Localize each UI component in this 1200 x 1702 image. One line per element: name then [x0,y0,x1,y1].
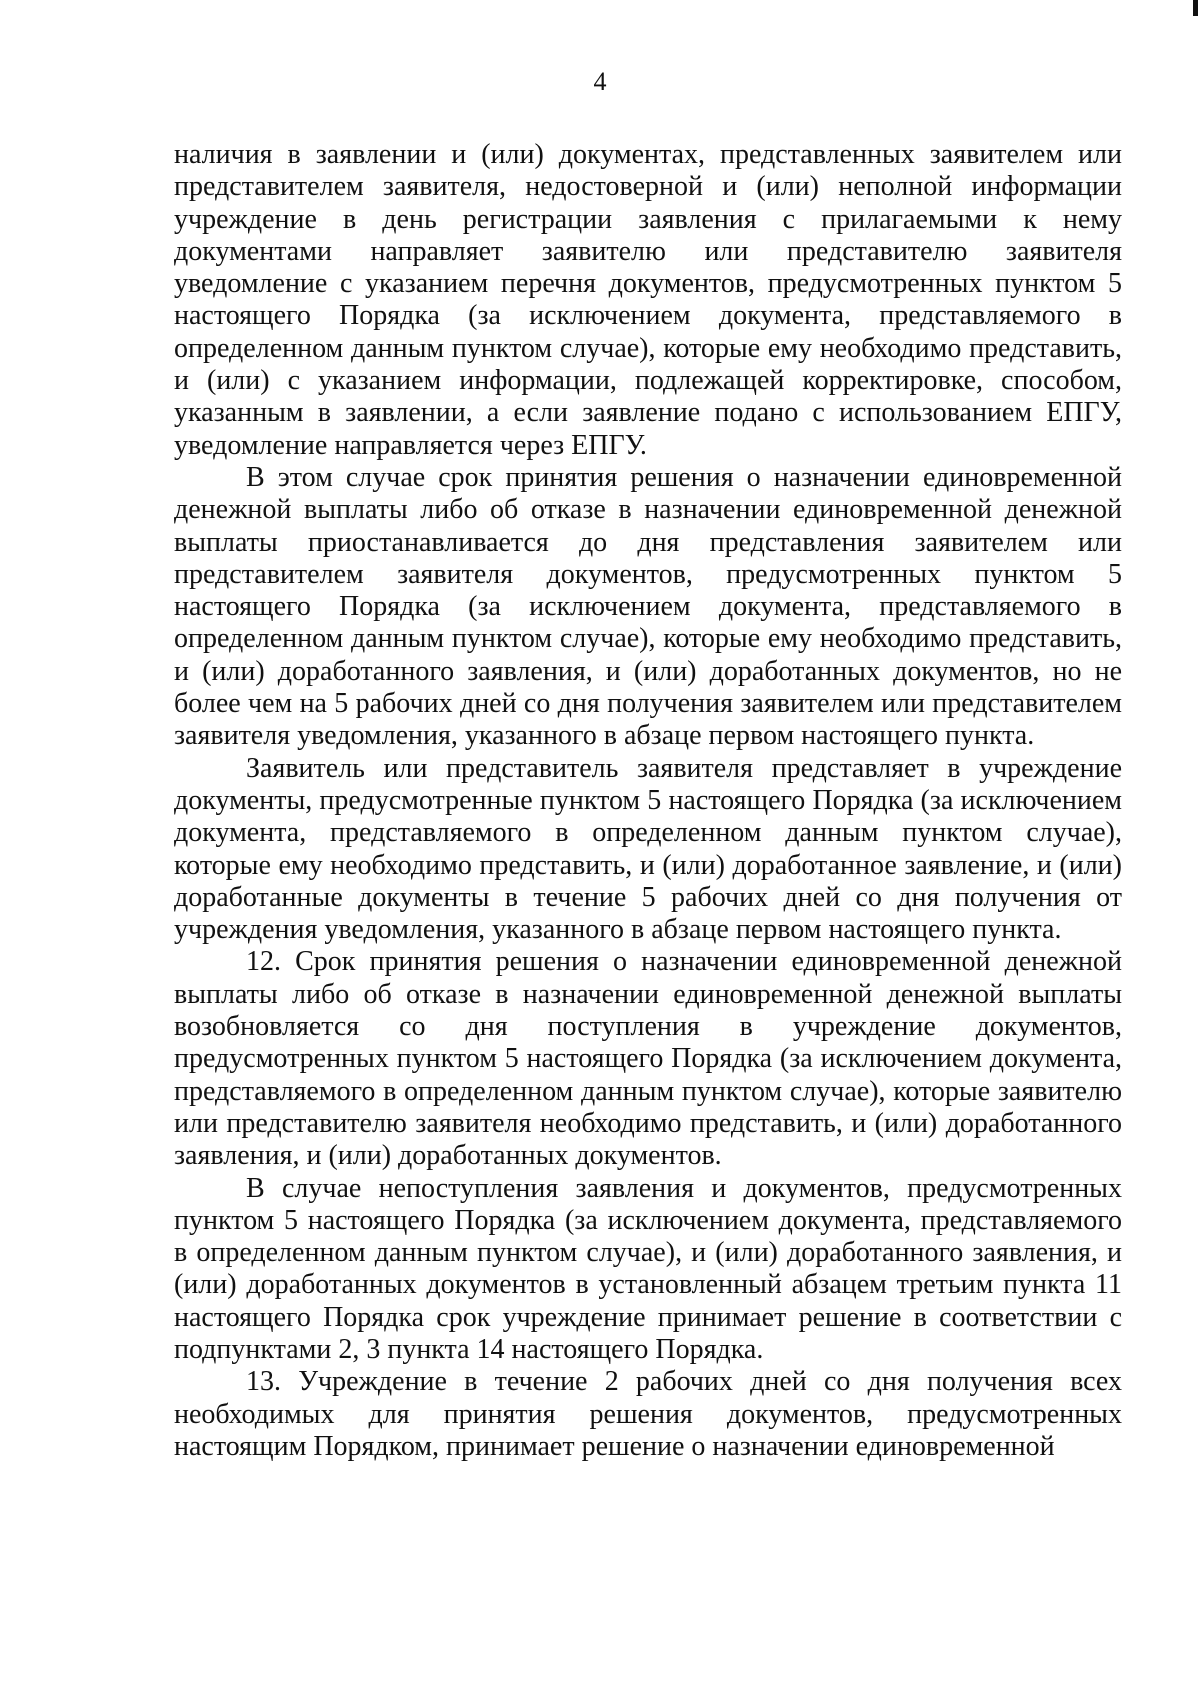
page-number: 4 [593,67,607,96]
paragraph-item-13: 13. Учреждение в течение 2 рабочих дней со дня получения всех необходимых для принятия решения документов, предусмотренных настоящим Порядком, принимает решение о назначении единовременной [174,1366,1122,1462]
paragraph-non-receipt: В случае непоступления заявления и документов, предусмотренных пунктом 5 настоящего Порядка (за исключением документа, представляемого в определенном данным пунктом случае), и (или) доработанного заявления, и (или) доработанных документов в установленный абзацем третьим пункта 11 настоящего Порядка срок учреждение принимает решение в соответствии с подпунктами 2, 3 пункта 14 настоящего Порядка. [174,1172,1122,1365]
document-body [174,139,1122,1463]
paragraph-suspension-term: В этом случае срок принятия решения о назначении единовременной денежной выплаты либо об отказе в назначении единовременной денежной выплаты приостанавливается до дня представления заявителем или представителем заявителя документов, предусмотренных пунктом 5 настоящего Порядка (за исключением документа, представляемого в определенном данным пунктом случае), которые ему необходимо представить, и (или) доработанного заявления, и (или) доработанных документов, но не более чем на 5 рабочих дней со дня получения заявителем или представителем заявителя уведомления, указанного в абзаце первом настоящего пункта. [174,461,1122,752]
paragraph-item-12: 12. Срок принятия решения о назначении единовременной денежной выплаты либо об отказе в назначении единовременной денежной выплаты возобновляется со дня поступления в учреждение документов, предусмотренных пунктом 5 настоящего Порядка (за исключением документа, представляемого в определенном данным пунктом случае), которые заявителю или представителю заявителя необходимо представить, и (или) доработанного заявления, и (или) доработанных документов. [174,946,1122,1172]
scan-edge-mark [1193,0,1198,16]
paragraph-applicant-submission: Заявитель или представитель заявителя представляет в учреждение документы, предусмотренные пунктом 5 настоящего Порядка (за исключением документа, представляемого в определенном данным пунктом случае), которые ему необходимо представить, и (или) доработанное заявление, и (или) доработанные документы в течение 5 рабочих дней со дня получения от учреждения уведомления, указанного в абзаце первом настоящего пункта. [174,752,1122,946]
paragraph-continuation: наличия в заявлении и (или) документах, представленных заявителем или представителем заявителя, недостоверной и (или) неполной информации учреждение в день регистрации заявления с прилагаемыми к нему документами направляет заявителю или представителю заявителя уведомление с указанием перечня документов, предусмотренных пунктом 5 настоящего Порядка (за исключением документа, представляемого в определенном данным пунктом случае), которые ему необходимо представить, и (или) с указанием информации, подлежащей корректировке, способом, указанным в заявлении, а если заявление подано с использованием ЕПГУ, уведомление направляется через ЕПГУ. [174,139,1122,461]
